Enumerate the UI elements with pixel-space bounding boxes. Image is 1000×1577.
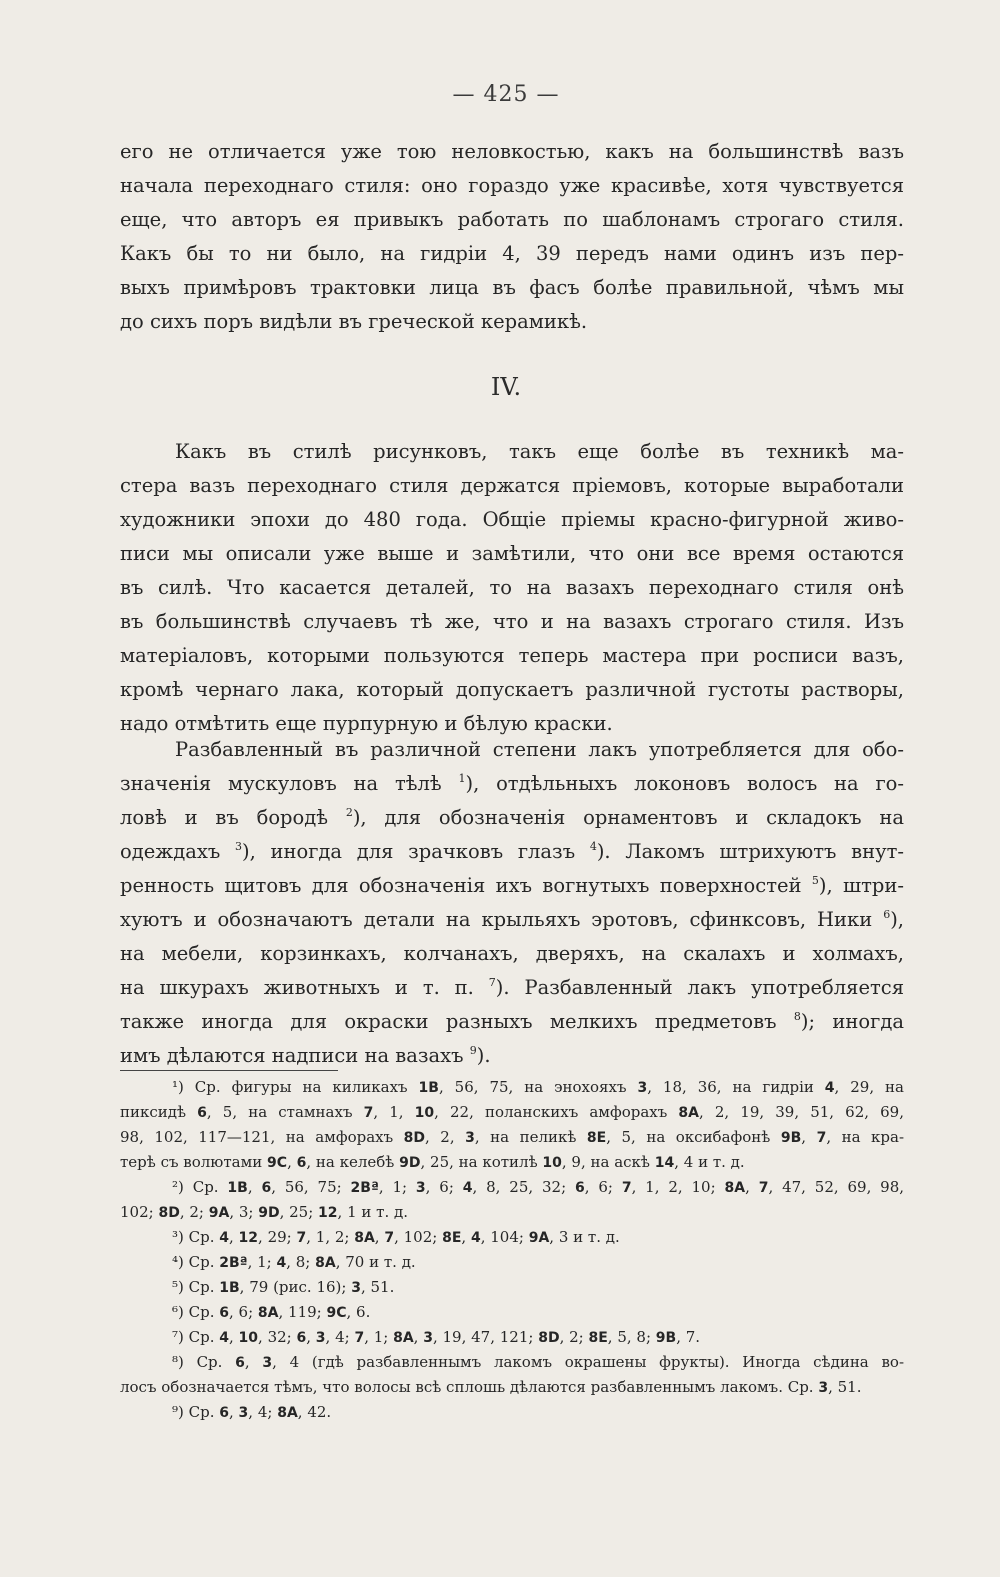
footnote-ref: 2 [345,806,353,819]
footnote-line: 102; 8D, 2; 9A, 3; 9D, 25; 12, 1 и т. д. [120,1203,408,1221]
footnote-line: лосъ обозначается тѣмъ, что волосы всѣ сплошь дѣлаются разбавленнымъ лакомъ. Ср. 3, 51. [120,1378,862,1396]
footnote-ref: 5 [811,874,819,887]
text-line: художники эпохи до 480 года. Общіе пріемы красно-фигурной живо- [120,508,904,531]
text-line: также иногда для окраски разныхъ мелкихъ предметовъ $^8$); иногда [120,1010,904,1033]
footnote-line: ⁵) Ср. 1B, 79 (рис. 16); 3, 51. [172,1278,395,1296]
text-line: на шкурахъ животныхъ и т. п. $^7$). Разбавленный лакъ употребляется [120,976,904,999]
text-line: на мебели, корзинкахъ, колчанахъ, дверяхъ, на скалахъ и холмахъ, [120,942,904,965]
text-line: Разбавленный въ различной степени лакъ употребляется для обо- [175,738,904,761]
footnote-ref: 7 [488,976,496,989]
footnote-divider [120,1070,338,1071]
text-line: ловѣ и въ бородѣ $^2$), для обозначенія орнаментовъ и складокъ на [120,806,904,829]
footnote-line: ⁸) Ср. 6, 3, 4 (гдѣ разбавленнымъ лакомъ окрашены фрукты). Иногда сѣдина во- [172,1353,905,1371]
text-line: Какъ бы то ни было, на гидріи 4, 39 передъ нами одинъ изъ пер- [120,242,904,265]
text-line: Какъ въ стилѣ рисунковъ, такъ еще болѣе въ техникѣ ма- [175,440,904,463]
text-line: кромѣ чернаго лака, который допускаетъ различной густоты растворы, [120,678,904,701]
text-line: до сихъ поръ видѣли въ греческой керамикѣ. [120,310,588,333]
footnote-line: ⁹) Ср. 6, 3, 4; 8A, 42. [172,1403,332,1421]
paragraph-1 [120,135,904,339]
page-number: — 425 — [452,82,560,107]
footnote-line: пиксидѣ 6, 5, на стамнахъ 7, 1, 10, 22, поланскихъ амфорахъ 8A, 2, 19, 39, 51, 62, 69, [120,1103,904,1121]
text-line: въ силѣ. Что касается деталей, то на вазахъ переходнаго стиля онѣ [120,576,904,599]
footnote-ref: 9 [469,1044,477,1057]
text-line: хуютъ и обозначаютъ детали на крыльяхъ эротовъ, сфинксовъ, Ники $^6$), [120,908,904,931]
text-line: имъ дѣлаются надписи на вазахъ $^9$). [120,1044,491,1067]
text-line: одеждахъ $^3$), иногда для зрачковъ глазъ $^4$). Лакомъ штрихуютъ внут- [120,840,904,863]
footnote-ref: 6 [883,908,891,921]
footnote-line: ²) Ср. 1B, 6, 56, 75; 2Bª, 1; 3, 6; 4, 8, 25, 32; 6, 6; 7, 1, 2, 10; 8A, 7, 47, 52, 69, 98, [172,1178,905,1196]
footnotes [120,1075,904,1425]
footnote-line: ¹) Ср. фигуры на киликахъ 1B, 56, 75, на энохояхъ 3, 18, 36, на гидріи 4, 29, на [172,1078,904,1096]
footnote-line: ³) Ср. 4, 12, 29; 7, 1, 2; 8A, 7, 102; 8E, 4, 104; 9A, 3 и т. д. [172,1228,620,1246]
text-line: ренность щитовъ для обозначенія ихъ вогнутыхъ поверхностей $^5$), штри- [120,874,904,897]
footnote-line: 98, 102, 117—121, на амфорахъ 8D, 2, 3, на пеликѣ 8E, 5, на оксибафонѣ 9B, 7, на кра- [120,1128,905,1146]
paragraph-2 [120,435,904,741]
footnote-line: ⁴) Ср. 2Bª, 1; 4, 8; 8A, 70 и т. д. [172,1253,416,1271]
text-line: стера вазъ переходнаго стиля держатся пріемовъ, которые выработали [120,474,904,497]
footnote-ref: 4 [589,840,597,853]
text-line: выхъ примѣровъ трактовки лица въ фасъ болѣе правильной, чѣмъ мы [120,276,904,299]
text-line: значенія мускуловъ на тѣлѣ $^1$), отдѣльныхъ локоновъ волосъ на го- [120,772,904,795]
footnote-ref: 1 [458,772,466,785]
text-line: надо отмѣтить еще пурпурную и бѣлую краски. [120,712,613,735]
text-line: его не отличается уже тою неловкостью, какъ на большинствѣ вазъ [120,140,904,163]
paragraph-3 [120,733,904,1073]
text-line: писи мы описали уже выше и замѣтили, что они все время остаются [120,542,904,565]
footnote-line: терѣ съ волютами 9C, 6, на келебѣ 9D, 25, на котилѣ 10, 9, на аскѣ 14, 4 и т. д. [120,1153,745,1171]
footnote-ref: 3 [234,840,242,853]
text-line: матеріаловъ, которыми пользуются теперь мастера при росписи вазъ, [120,644,904,667]
text-line: начала переходнаго стиля: оно гораздо уже красивѣе, хотя чувствуется [120,174,904,197]
section-heading: IV. [490,373,522,401]
text-line: еще, что авторъ ея привыкъ работать по шаблонамъ строгаго стиля. [120,208,904,231]
footnote-ref: 8 [793,1010,801,1023]
text-line: въ большинствѣ случаевъ тѣ же, что и на вазахъ строгаго стиля. Изъ [120,610,904,633]
footnote-line: ⁷) Ср. 4, 10, 32; 6, 3, 4; 7, 1; 8A, 3, 19, 47, 121; 8D, 2; 8E, 5, 8; 9B, 7. [172,1328,701,1346]
footnote-line: ⁶) Ср. 6, 6; 8A, 119; 9C, 6. [172,1303,371,1321]
